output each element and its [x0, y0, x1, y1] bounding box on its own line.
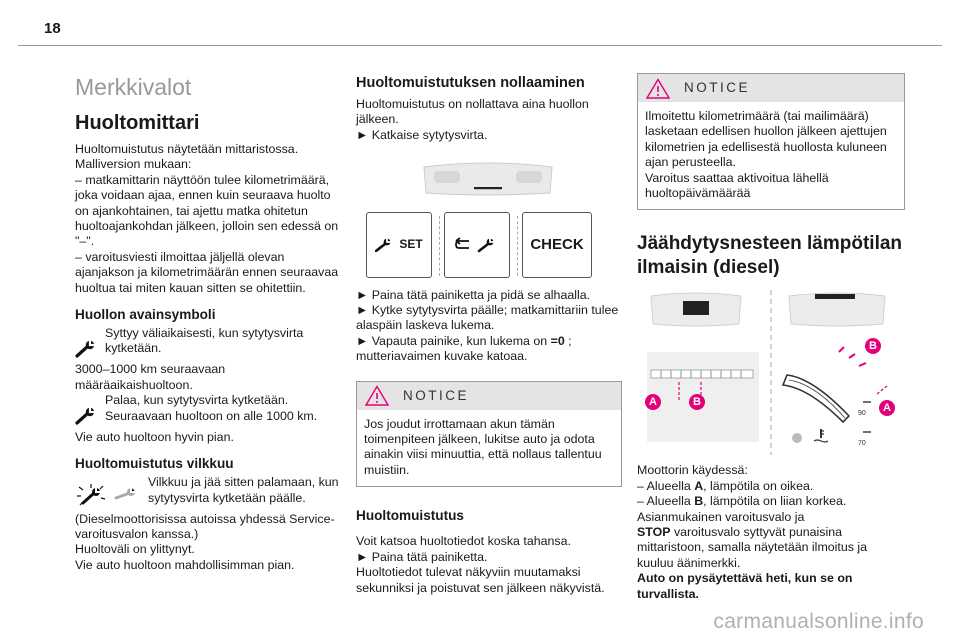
key-item-2 — [75, 393, 340, 429]
header-divider — [18, 45, 942, 46]
paragraph: ► Vapauta painike, kun lukema on =0 ; mutteriavaimen kuvake katoaa. — [356, 333, 572, 364]
blinking-wrench-icon — [75, 483, 107, 511]
instrument-cluster-illustration — [418, 161, 622, 201]
heading-vilkkuu: Huoltomuistutus vilkkuu — [75, 456, 234, 472]
notice-title: NOTICE — [403, 387, 470, 403]
paragraph: Syttyy väliaikaisesti, kun sytytysvirta kytketään. — [105, 326, 304, 356]
paragraph: (Dieselmoottorisissa autoissa yhdessä Service-varoitusvalon kanssa.) — [75, 511, 335, 541]
wrench-icon — [75, 393, 105, 429]
set-button[interactable] — [366, 212, 432, 278]
paragraph: Asianmukainen varoitusvalo ja — [637, 509, 805, 524]
label-b-marker: B — [689, 394, 705, 410]
paragraph: 3000–1000 km seuraavaan määräaikaishuoltoon. — [75, 362, 226, 392]
notice-box — [356, 381, 622, 488]
paragraph: ► Paina tätä painiketta ja pidä se alhaalla. — [356, 287, 591, 302]
check-button[interactable]: CHECK — [522, 212, 592, 278]
paragraph: Voit katsoa huoltotiedot koska tahansa. — [356, 534, 571, 549]
paragraph: ► Paina tätä painiketta. — [356, 549, 488, 564]
heading-jaahdytysneste: Jäähdytysnesteen lämpötilan ilmaisin (diesel) — [637, 233, 903, 279]
column-1 — [75, 60, 340, 573]
notice-text: Varoitus saattaa aktivoitua lähellä huoltopäivämäärää — [645, 170, 829, 201]
label-b-marker: B — [865, 338, 881, 354]
paragraph: STOP varoitusvalo syttyvät punaisina mittaristoon, samalla näytetään ilmoitus ja kuuluu äänimerkki. — [637, 525, 868, 570]
page-number: 18 — [44, 20, 61, 37]
blink-item — [75, 475, 340, 511]
paragraph-warning: Auto on pysäytettävä heti, kun se on turvallista. — [637, 571, 853, 601]
set-label: SET — [399, 236, 423, 251]
paragraph: – varoitusviesti ilmoittaa jäljellä olevan ajanjakson ja kilometrimäärän ennen seuraavaa huoltua tai miten kauan sitten se ohitettiin. — [75, 249, 339, 295]
paragraph: Palaa, kun sytytysvirta kytketään. Seuraavaan huoltoon on alle 1000 km. — [105, 393, 318, 423]
key-item-1 — [75, 326, 340, 362]
back-service-button[interactable] — [444, 212, 510, 278]
label-a-marker: A — [879, 400, 895, 416]
label-a-marker: A — [645, 394, 661, 410]
wrench-outline-icon — [113, 483, 141, 511]
notice-text: Ilmoitettu kilometrimäärä (tai mailimäärä) lasketaan edellisen huollon jälkeen ajettujen kilometrien ja edellisestä huollosta kuluneen ajan perusteella. — [645, 109, 887, 170]
heading-avainsymboli: Huollon avainsymboli — [75, 307, 216, 323]
paragraph: Vie auto huoltoon hyvin pian. — [75, 429, 234, 444]
paragraph: Huoltomuistutus on nollattava aina huollon jälkeen. — [356, 97, 589, 127]
paragraph: ► Kytke sytytysvirta päälle; matkamittariin tulee alaspäin laskeva lukema. — [356, 303, 619, 333]
section-title: Merkkivalot — [75, 74, 192, 100]
paragraph: Huoltomuistutus näytetään mittaristossa. Malliversion mukaan: — [75, 142, 299, 172]
paragraph: Huoltoväli on ylittynyt. — [75, 542, 195, 557]
column-3 — [637, 60, 905, 602]
heading-huoltomittari: Huoltomittari — [75, 112, 200, 134]
coolant-gauge-illustration — [637, 290, 905, 455]
paragraph: – matkamittarin näyttöön tulee kilometrimäärä, joka voidaan ajaa, ennen kuin seuraava huolto on ajankohtainen, tai ajettu matka ohitetun huoltoajankohdan jälkeen, jolloin sen edessä on "–". — [75, 172, 339, 249]
notice-box — [637, 73, 905, 210]
tick-label-90: 90 — [858, 410, 866, 418]
notice-text: Jos joudut irrottamaan akun tämän toimenpiteen jälkeen, lukitse auto ja odota ainakin viisi minuuttia, että nollaus tallentuu muistiin. — [364, 416, 602, 477]
notice-title: NOTICE — [684, 80, 751, 96]
tick-label-70: 70 — [858, 440, 866, 448]
warning-icon — [365, 385, 389, 406]
divider — [517, 216, 519, 276]
paragraph: Huoltotiedot tulevat näkyviin muutamaksi sekunniksi ja poistuvat sen jälkeen näkyvistä. — [356, 565, 605, 595]
paragraph: – Alueella B, lämpötila on liian korkea. — [637, 494, 847, 509]
paragraph: Moottorin käydessä: — [637, 463, 748, 478]
paragraph: Vie auto huoltoon mahdollisimman pian. — [75, 557, 295, 572]
return-wrench-icon — [455, 236, 499, 254]
coolant-temperature-icon — [813, 428, 829, 448]
paragraph: ► Katkaise sytytysvirta. — [356, 127, 488, 142]
wrench-icon — [75, 326, 105, 362]
heading-huoltomuistutus: Huoltomuistutus — [356, 508, 464, 524]
column-2 — [356, 60, 622, 596]
warning-icon — [646, 78, 670, 99]
heading-nollaaminen: Huoltomuistutuksen nollaaminen — [356, 75, 585, 91]
watermark: carmanualsonline.info — [713, 610, 924, 633]
paragraph: – Alueella A, lämpötila on oikea. — [637, 478, 814, 493]
divider — [439, 216, 441, 276]
button-row — [366, 212, 622, 278]
paragraph: Vilkkuu ja jää sitten palamaan, kun sytytysvirta kytketään päälle. — [148, 475, 339, 505]
